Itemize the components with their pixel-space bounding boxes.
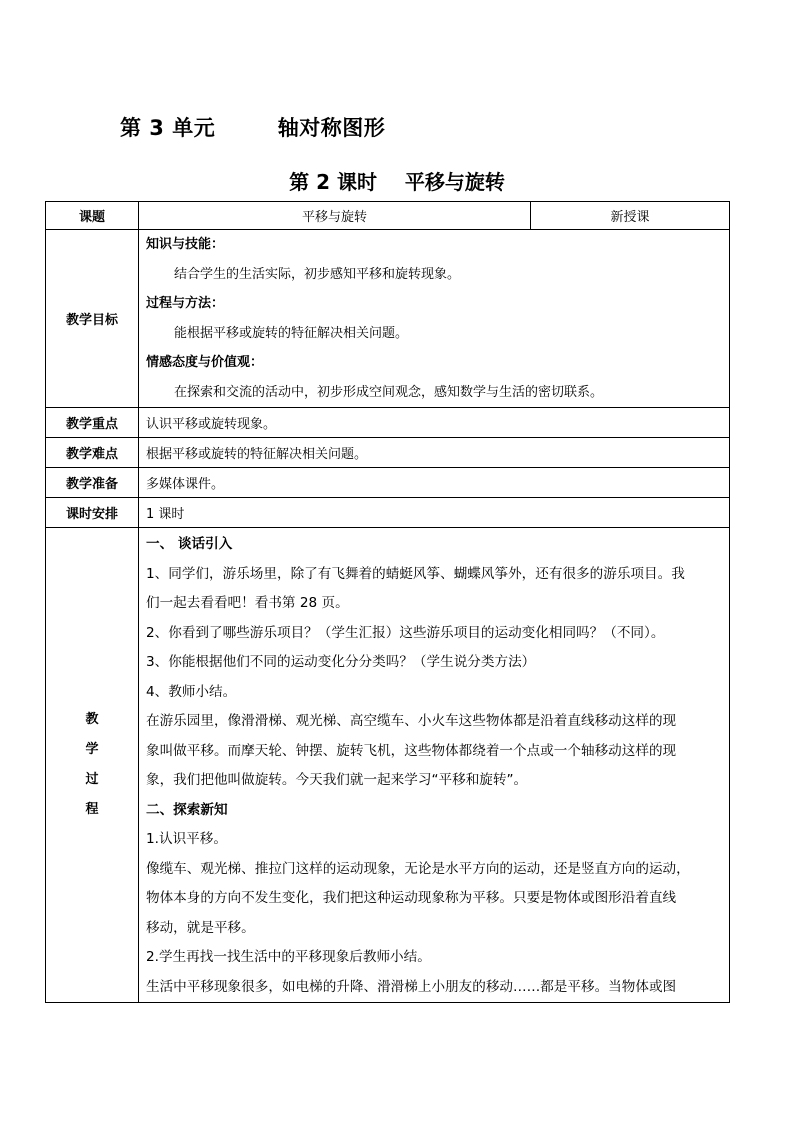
- process-label-char: 过: [85, 772, 99, 787]
- goal-heading: 知识与技能：: [146, 237, 225, 252]
- process-line: 象，我们把他叫做旋转。今天我们就一起来学习“平移和旋转”。: [146, 772, 528, 788]
- lesson-plan-table: [45, 201, 730, 1003]
- process-line: 们一起去看看吧！看书第 28 页。: [146, 595, 349, 611]
- unit-title: 第 3 单元 轴对称图形: [120, 116, 386, 140]
- process-heading: 二、探索新知: [146, 801, 228, 818]
- goal-text: 在探索和交流的活动中，初步形成空间观念，感知数学与生活的密切联系。: [174, 384, 604, 400]
- process-line: 1.认识平移。: [146, 831, 227, 847]
- topic-value: 平移与旋转: [139, 202, 531, 230]
- process-heading: 一、 谈话引入: [146, 536, 233, 552]
- goal-heading: 过程与方法：: [146, 296, 225, 311]
- topic-row: [46, 202, 730, 230]
- difficulty-value: 根据平移或旋转的特征解决相关问题。: [139, 438, 730, 468]
- lesson-type: 新授课: [531, 202, 730, 230]
- key-value: 认识平移或旋转现象。: [139, 408, 730, 438]
- process-line: 生活中平移现象很多，如电梯的升降、滑滑梯上小朋友的移动……都是平移。当物体或图: [146, 978, 677, 995]
- process-line: 物体本身的方向不发生变化，我们把这种运动现象称为平移。只要是物体或图形沿着直线: [146, 890, 677, 906]
- process-label-char: 学: [85, 742, 99, 757]
- process-line: 4、教师小结。: [146, 683, 237, 700]
- process-row: [46, 528, 730, 1003]
- key-row: [46, 408, 730, 438]
- topic-label: 课题: [46, 202, 139, 230]
- process-line: 像缆车、观光梯、推拉门这样的运动现象，无论是水平方向的运动，还是竖直方向的运动，: [146, 860, 690, 877]
- process-line: 1、同学们，游乐场里，除了有飞舞着的蜻蜓风筝、蝴蝶风筝外，还有很多的游乐项目。我: [146, 565, 685, 582]
- schedule-label: 课时安排: [46, 498, 139, 528]
- process-line: 移动，就是平移。: [146, 919, 255, 936]
- schedule-value: 1 课时: [139, 498, 730, 528]
- schedule-row: [46, 498, 730, 528]
- process-line: 象叫做平移。而摩天轮、钟摆、旋转飞机，这些物体都绕着一个点或一个轴移动这样的现: [146, 742, 677, 759]
- process-label-char: 教: [85, 712, 99, 727]
- goal-heading: 情感态度与价值观：: [146, 355, 264, 370]
- goal-text: 能根据平移或旋转的特征解决相关问题。: [174, 325, 409, 341]
- process-line: 在游乐园里，像滑滑梯、观光梯、高空缆车、小火车这些物体都是沿着直线移动这样的现: [146, 713, 677, 729]
- process-label-char: 程: [85, 802, 99, 817]
- difficulty-label: 教学难点: [46, 438, 139, 468]
- difficulty-row: [46, 438, 730, 468]
- lesson-title: 第 2 课时 平移与旋转: [289, 170, 505, 194]
- process-content: [139, 528, 730, 1003]
- goals-label: 教学目标: [46, 230, 139, 408]
- process-line: 3、你能根据他们不同的运动变化分分类吗？（学生说分类方法）: [146, 654, 536, 670]
- goals-row: [46, 230, 730, 408]
- process-label: [46, 528, 139, 1003]
- process-line: 2、你看到了哪些游乐项目？（学生汇报）这些游乐项目的运动变化相同吗？（不同）。: [146, 624, 665, 641]
- goals-content: [139, 230, 730, 408]
- prep-row: [46, 468, 730, 498]
- process-line: 2.学生再找一找生活中的平移现象后教师小结。: [146, 949, 431, 965]
- goal-text: 结合学生的生活实际，初步感知平移和旋转现象。: [174, 266, 461, 282]
- key-label: 教学重点: [46, 408, 139, 438]
- prep-label: 教学准备: [46, 468, 139, 498]
- prep-value: 多媒体课件。: [139, 468, 730, 498]
